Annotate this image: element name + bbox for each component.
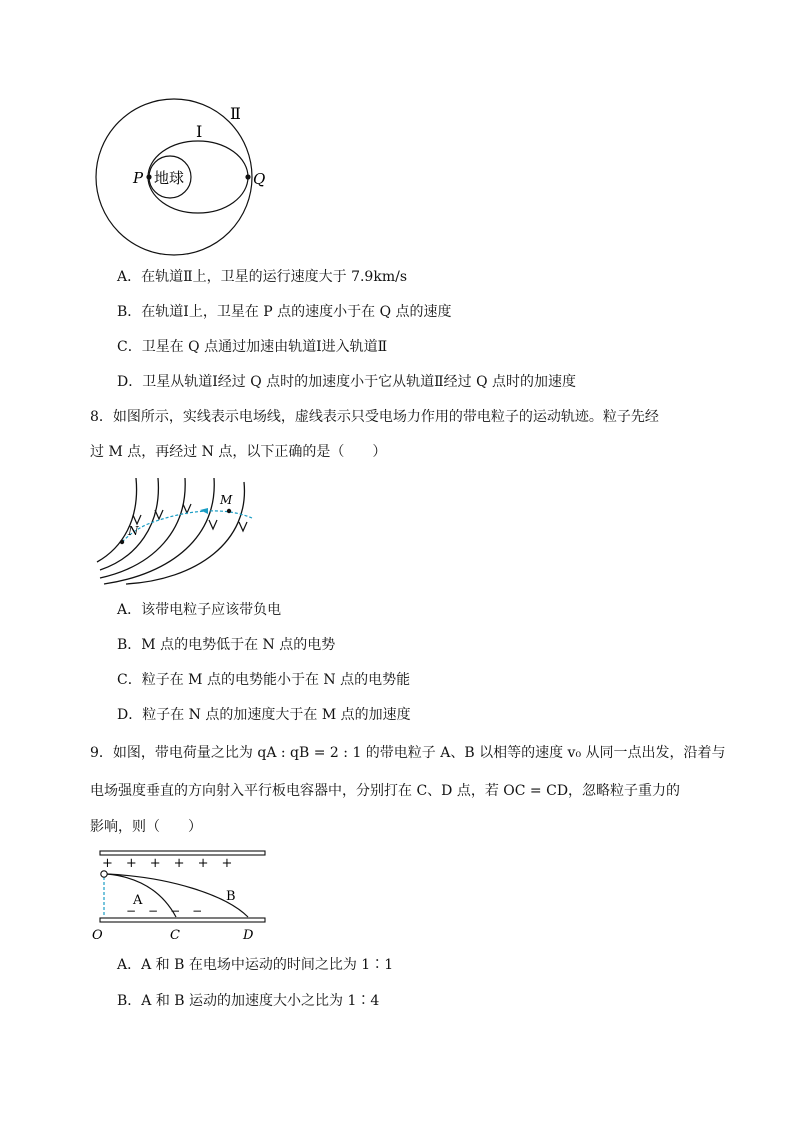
q7-option-a: A．在轨道Ⅱ上，卫星的运行速度大于 7.9km/s	[117, 269, 408, 285]
orbit-2-label: Ⅱ	[230, 104, 241, 123]
point-n-dot	[120, 540, 124, 544]
point-m-dot	[227, 509, 231, 513]
q8-option-a: A．该带电粒子应该带负电	[117, 602, 282, 618]
point-p-label: P	[133, 169, 144, 187]
label-a: A	[133, 893, 143, 908]
field-line-4	[104, 478, 214, 584]
point-n-label: N	[128, 524, 139, 538]
earth-label: 地球	[154, 169, 185, 187]
label-b: B	[226, 889, 236, 904]
capacitor-diagram	[90, 845, 275, 945]
q7-option-b: B．在轨道Ⅰ上，卫星在 P 点的速度小于在 Q 点的速度	[117, 304, 452, 320]
q9-option-b: B．A 和 B 运动的加速度大小之比为 1∶4	[117, 993, 380, 1009]
field-line-arrow-5	[239, 522, 247, 531]
q8-option-c: C．粒子在 M 点的电势能小于在 N 点的电势能	[117, 672, 411, 688]
q8-stem-line-2: 过 M 点，再经过 N 点，以下正确的是（ ）	[90, 444, 387, 460]
trajectory-dashed	[122, 511, 252, 542]
q7-option-d: D．卫星从轨道Ⅰ经过 Q 点时的加速度小于它从轨道Ⅱ经过 Q 点时的加速度	[117, 374, 577, 390]
field-line-arrow-3	[183, 504, 191, 513]
point-p-dot	[146, 174, 151, 179]
start-point-circle	[101, 871, 107, 877]
q8-option-d: D．粒子在 N 点的加速度大于在 M 点的加速度	[117, 707, 411, 723]
q8-option-b: B．M 点的电势低于在 N 点的电势	[117, 637, 336, 653]
orbit-1-label: Ⅰ	[196, 122, 203, 141]
bottom-plate	[100, 918, 265, 922]
point-q-dot	[245, 174, 250, 179]
field-line-1	[97, 478, 137, 562]
field-line-arrow-1	[133, 515, 141, 524]
plus-signs: + + + + + +	[102, 856, 233, 871]
electric-field-diagram	[92, 470, 262, 585]
orbit-diagram	[90, 95, 290, 265]
q8-stem-line-1: 8．如图所示，实线表示电场线，虚线表示只受电场力作用的带电粒子的运动轨迹。粒子先经	[90, 409, 659, 425]
top-plate	[100, 851, 265, 855]
point-m-label: M	[220, 493, 233, 507]
q9-stem-line-2: 电场强度垂直的方向射入平行板电容器中，分别打在 C、D 点，若 OC = CD，忽略粒子重力的	[90, 783, 681, 799]
field-line-3	[100, 478, 185, 578]
q9-option-a: A．A 和 B 在电场中运动的时间之比为 1∶1	[117, 957, 394, 973]
q9-stem-line-3: 影响，则（ ）	[90, 819, 202, 835]
label-c: C	[170, 928, 180, 943]
field-line-arrow-4	[209, 520, 217, 529]
point-q-label: Q	[253, 170, 266, 188]
field-line-arrow-2	[155, 510, 163, 519]
q7-option-c: C．卫星在 Q 点通过加速由轨道Ⅰ进入轨道Ⅱ	[117, 339, 388, 355]
label-o: O	[92, 928, 103, 943]
label-d: D	[243, 928, 254, 943]
minus-signs: − − − −	[126, 904, 203, 918]
q9-stem-line-1: 9．如图，带电荷量之比为 qA : qB = 2 : 1 的带电粒子 A、B 以相等的速度 v₀ 从同一点出发，沿着与	[90, 745, 726, 761]
